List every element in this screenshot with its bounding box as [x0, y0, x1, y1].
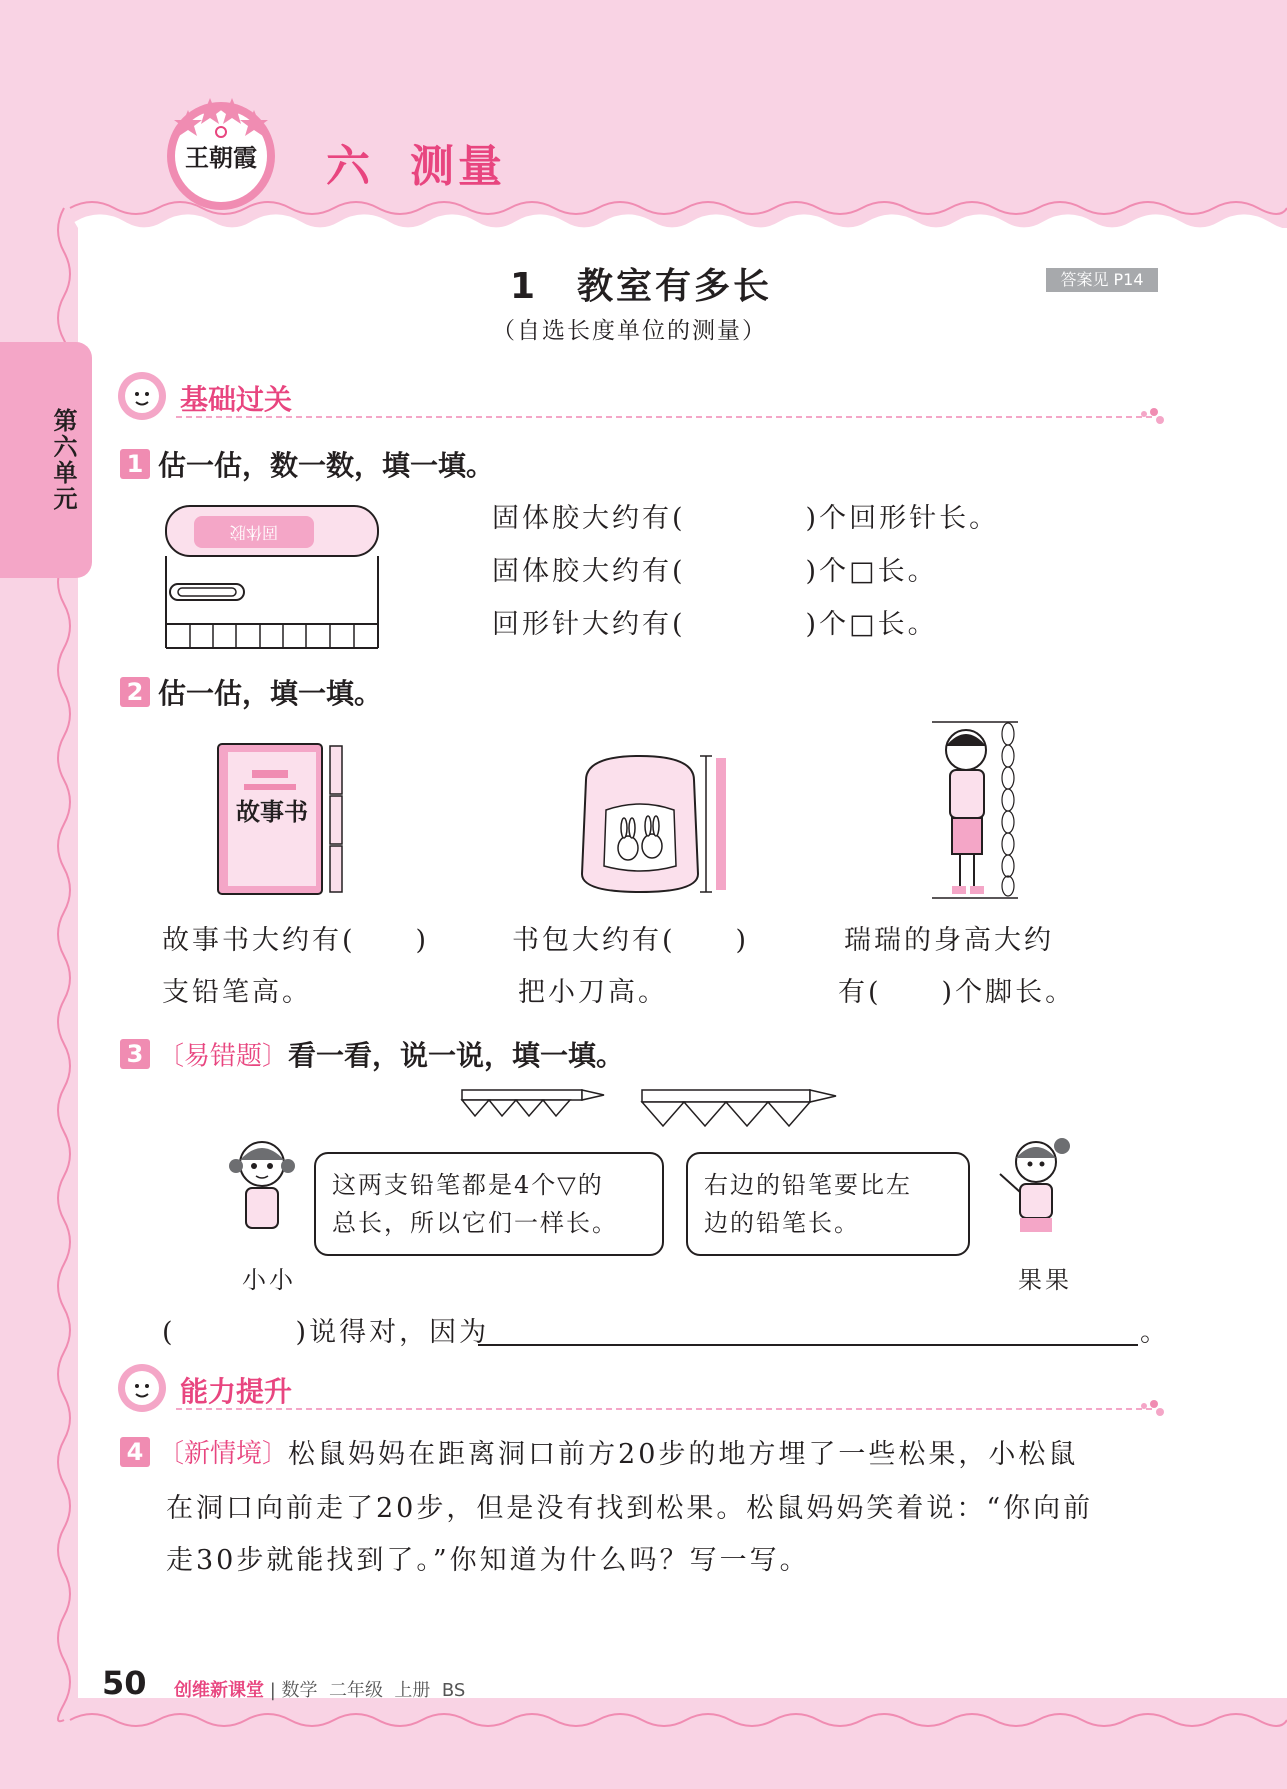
- two-pencils-figure: [460, 1086, 840, 1130]
- teacher-avatar-icon: [116, 370, 172, 422]
- unit-side-tab-label: 第六单元: [49, 408, 77, 512]
- bubble-line: 总长，所以它们一样长。: [332, 1209, 618, 1237]
- page-number: 50: [102, 1664, 147, 1702]
- decor-dots-icon: [1138, 404, 1166, 428]
- girl-xiaoxiao-icon: [226, 1132, 298, 1250]
- footer-edition: BS: [441, 1680, 466, 1701]
- logo-text: 王朝霞: [185, 143, 257, 172]
- question-2-prompt: 估一估，填一填。: [158, 677, 383, 710]
- question-tag: 〔新情境〕: [158, 1439, 289, 1469]
- section-title-basic: 基础过关: [180, 383, 293, 416]
- q1-answer-line: 固体胶大约有( )个□长。: [492, 556, 938, 587]
- section-header-basic: [116, 370, 1166, 426]
- q3-answer-prefix: ( )说得对，因为: [162, 1317, 490, 1348]
- section-header-advanced: [116, 1362, 1166, 1418]
- unit-number: 六: [326, 141, 374, 192]
- footer-subject: 数学: [281, 1680, 318, 1701]
- storybook-label: 故事书: [236, 798, 308, 826]
- speech-bubble-xiaoxiao: [314, 1152, 664, 1256]
- boy-height-figure: [926, 720, 1028, 902]
- teacher-avatar-icon: [116, 1362, 172, 1414]
- girl-guoguo-icon: [990, 1130, 1082, 1250]
- footer-grade: 二年级: [328, 1680, 383, 1701]
- unit-title: [326, 130, 542, 194]
- question-3-header: [120, 1034, 624, 1074]
- question-number: 3: [120, 1039, 150, 1069]
- answer-reference-badge: 答案见 P14: [1046, 268, 1158, 292]
- glue-stick-paperclip-figure: [164, 502, 380, 650]
- question-number: 4: [120, 1437, 150, 1467]
- q3-answer-blank[interactable]: [478, 1344, 1138, 1346]
- speech-bubble-guoguo: [686, 1152, 970, 1256]
- storybook-pencils-figure: [216, 740, 350, 898]
- schoolbag-knife-figure: [566, 750, 732, 898]
- glue-stick-label: 固体胶: [229, 523, 279, 542]
- q4-text-line: 走30步就能找到了。”你知道为什么吗？写一写。: [166, 1545, 810, 1576]
- q4-text-line: 在洞口向前走了20步，但是没有找到松果。松鼠妈妈笑着说：“你向前: [166, 1493, 1094, 1524]
- question-4-header: [120, 1432, 1078, 1471]
- brand-logo: [158, 88, 284, 214]
- footer-info: 创维新课堂 | 数学 二年级 上册 BS: [174, 1680, 466, 1701]
- name-label-xiaoxiao: 小小: [242, 1266, 296, 1294]
- question-1-header: [120, 444, 494, 484]
- question-3-prompt: 看一看，说一说，填一填。: [288, 1039, 625, 1072]
- unit-name: 测量: [410, 141, 506, 192]
- lesson-subtitle: （自选长度单位的测量）: [492, 318, 767, 344]
- q4-text-line: 松鼠妈妈在距离洞口前方20步的地方埋了一些松果，小松鼠: [288, 1439, 1079, 1470]
- question-number: 1: [120, 449, 150, 479]
- bubble-line: 边的铅笔长。: [704, 1209, 860, 1237]
- decor-dots-icon: [1138, 1396, 1166, 1420]
- q2-answer-line: 故事书大约有( ): [162, 925, 430, 956]
- q3-answer-end: 。: [1140, 1317, 1170, 1348]
- bubble-line: 右边的铅笔要比左: [704, 1171, 912, 1199]
- footer-volume: 上册: [394, 1680, 431, 1701]
- q1-answer-line: 固体胶大约有( )个回形针长。: [492, 503, 1000, 534]
- question-number: 2: [120, 677, 150, 707]
- q2-answer-line: 书包大约有( ): [512, 925, 750, 956]
- question-1-prompt: 估一估，数一数，填一填。: [158, 449, 495, 482]
- lesson-title: 1 教室有多长: [510, 266, 773, 307]
- q2-answer-line: 有( )个脚长。: [838, 977, 1076, 1008]
- section-divider: [176, 1408, 1152, 1410]
- q2-answer-line: 支铅笔高。: [162, 977, 312, 1008]
- footer-brand: 创维新课堂: [174, 1680, 264, 1701]
- section-divider: [176, 416, 1152, 418]
- q2-answer-line: 把小刀高。: [518, 977, 668, 1008]
- bubble-line: 这两支铅笔都是4个▽的: [332, 1171, 604, 1199]
- question-2-header: [120, 672, 382, 712]
- question-tag: 〔易错题〕: [158, 1041, 289, 1072]
- q1-answer-line: 回形针大约有( )个□长。: [492, 609, 938, 640]
- name-label-guoguo: 果果: [1018, 1266, 1072, 1294]
- section-title-advanced: 能力提升: [180, 1375, 293, 1408]
- q2-answer-line: 瑞瑞的身高大约: [844, 925, 1054, 956]
